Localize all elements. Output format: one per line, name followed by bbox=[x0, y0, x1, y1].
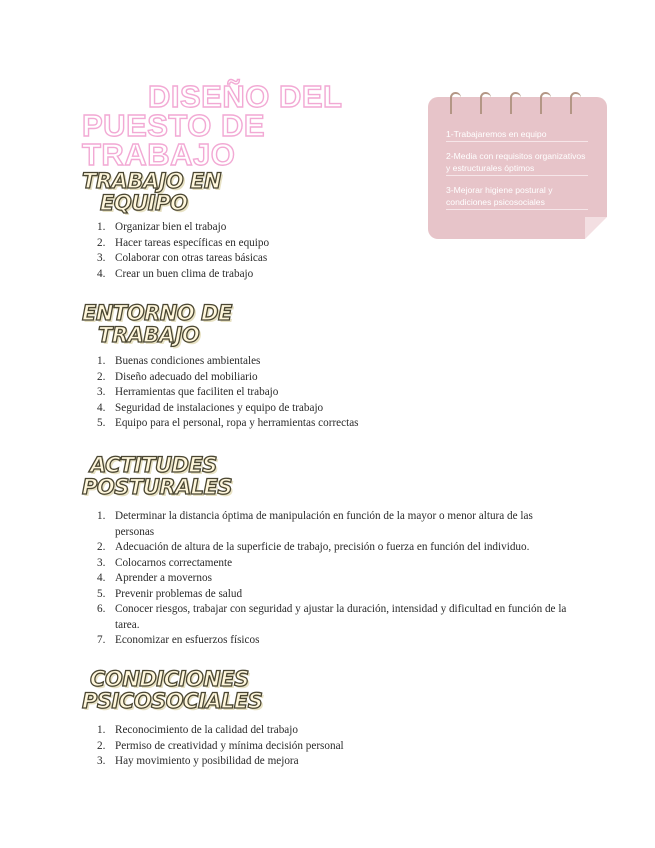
list-item: 1. Reconocimiento de la calidad del trabajo bbox=[97, 724, 298, 736]
list-item: 4. Aprender a movernos bbox=[97, 572, 212, 584]
list-item: 4. Crear un buen clima de trabajo bbox=[97, 267, 254, 280]
list-item: 3. Colocarnos correctamente bbox=[97, 556, 233, 569]
page-title-line-1: DISEÑO DEL bbox=[148, 79, 343, 114]
notepad-notes bbox=[446, 128, 588, 218]
list-item: 1. Buenas condiciones ambientales bbox=[97, 355, 261, 367]
list-item: 1. Determinar la distancia óptima de manipulación en función de la mayor o menor altura de las personas bbox=[97, 510, 533, 538]
list-item: 2. Diseño adecuado del mobiliario bbox=[97, 370, 258, 383]
section-list-entorno-de-trabajo bbox=[97, 354, 557, 432]
list-item: 5. Prevenir problemas de salud bbox=[97, 587, 243, 600]
notepad-ring-icon bbox=[510, 92, 521, 114]
list-item: 3. Hay movimiento y posibilidad de mejora bbox=[97, 755, 299, 767]
list-item: 2. Hacer tareas específicas en equipo bbox=[97, 236, 270, 249]
list-item: 7. Economizar en esfuerzos físicos bbox=[97, 634, 260, 646]
list-item: 4. Seguridad de instalaciones y equipo de trabajo bbox=[97, 401, 324, 414]
list-item: 6. Conocer riesgos, trabajar con seguridad y ajustar la duración, intensidad y dificultad en función de la tarea. bbox=[97, 603, 567, 631]
section-heading-line: EQUIPO bbox=[100, 191, 188, 215]
notepad-ring-icon bbox=[480, 92, 491, 114]
section-heading-line: ENTORNO DE bbox=[82, 301, 232, 325]
section-heading-actitudes-posturales bbox=[82, 454, 232, 498]
page-title-line-2: PUESTO DE TRABAJO bbox=[82, 108, 266, 172]
list-item: 3. Colaborar con otras tareas básicas bbox=[97, 252, 268, 264]
list-item: 2. Permiso de creatividad y mínima decisión personal bbox=[97, 739, 344, 752]
list-item: 1. Organizar bien el trabajo bbox=[97, 221, 227, 233]
page-title bbox=[82, 79, 392, 172]
section-list-trabajo-en-equipo bbox=[97, 220, 557, 282]
section-heading-condiciones-psicosociales bbox=[82, 668, 262, 712]
notepad-page-fold bbox=[585, 217, 607, 239]
section-heading-line: PSICOSOCIALES bbox=[82, 689, 263, 713]
section-list-condiciones-psicosociales bbox=[97, 723, 557, 770]
section-heading-line: POSTURALES bbox=[82, 475, 233, 499]
list-item: 2. Adecuación de altura de la superficie de trabajo, precisión o fuerza en función del individuo. bbox=[97, 541, 530, 553]
list-item: 5. Equipo para el personal, ropa y herramientas correctas bbox=[97, 417, 359, 429]
section-heading-entorno-de-trabajo bbox=[82, 302, 232, 346]
notepad-ring-icon bbox=[570, 92, 581, 114]
section-heading-line: CONDICIONES bbox=[90, 667, 249, 691]
section-heading-trabajo-en-equipo bbox=[82, 170, 221, 214]
list-item: 3. Herramientas que faciliten el trabajo bbox=[97, 386, 279, 398]
section-heading-line: TRABAJO EN bbox=[82, 169, 221, 193]
section-heading-line: ACTITUDES bbox=[90, 453, 217, 477]
notepad-note: 3-Mejorar higiene postural y condiciones psicosociales bbox=[446, 184, 588, 210]
notepad-note: 2-Media con requisitos organizativos y estructurales óptimos bbox=[446, 150, 588, 176]
notepad-note: 1-Trabajaremos en equipo bbox=[446, 128, 588, 142]
section-list-actitudes-posturales bbox=[97, 509, 567, 649]
notepad-ring-icon bbox=[540, 92, 551, 114]
section-heading-line: TRABAJO bbox=[98, 323, 200, 347]
notepad-ring-icon bbox=[450, 92, 461, 114]
